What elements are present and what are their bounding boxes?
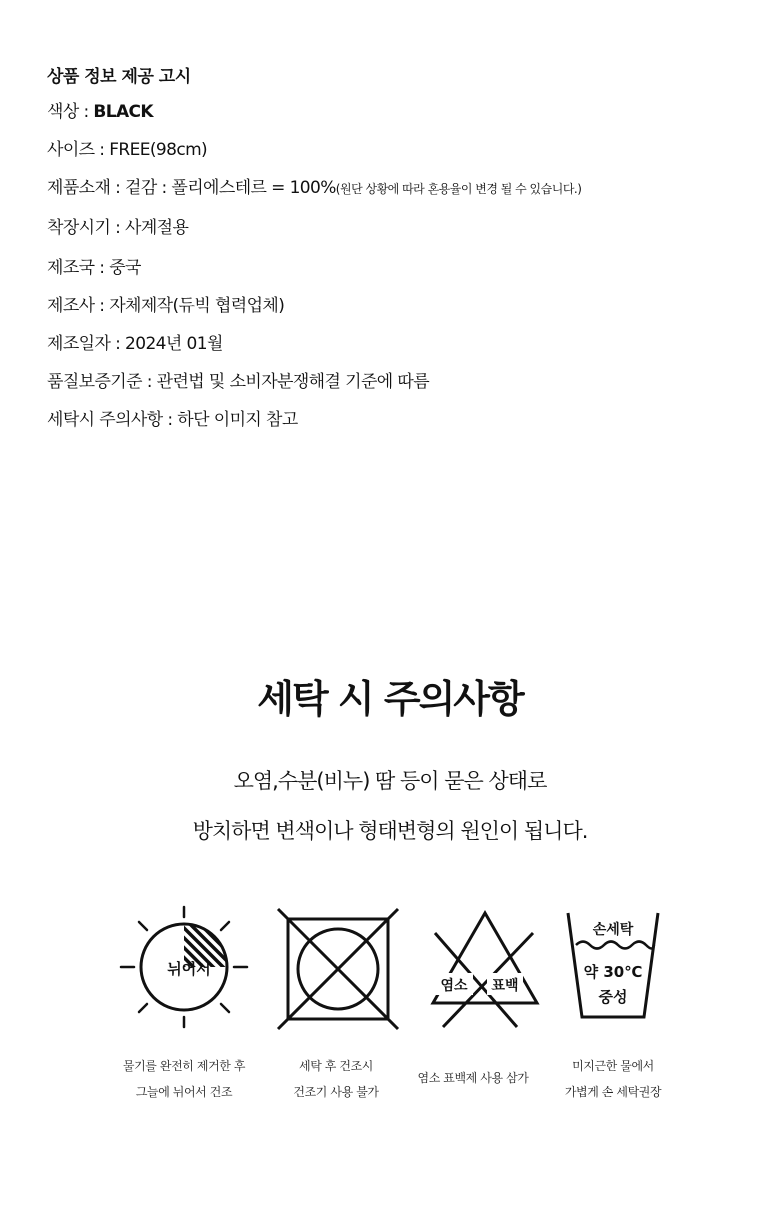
no-tumble-dry-caption-line1: 세탁 후 건조시 [299, 1059, 373, 1073]
shade-dry-caption [104, 1053, 264, 1105]
shade-dry-caption-line1: 물기를 완전히 제거한 후 [122, 1059, 246, 1073]
material-line [47, 173, 581, 198]
no-bleach-label-left: 염소 [440, 978, 468, 994]
size-line: 사이즈 : FREE(98cm) [47, 140, 208, 160]
product-info-section [47, 62, 581, 430]
no-tumble-dry-caption-line2: 건조기 사용 불가 [293, 1085, 379, 1099]
no-bleach-icon [425, 905, 555, 1035]
hand-wash-icon [560, 905, 690, 1035]
no-tumble-dry-caption [256, 1053, 416, 1105]
color-line [47, 97, 581, 122]
care-section-title: 세탁 시 주의사항 [257, 677, 523, 721]
hand-wash-label-top: 손세탁 [592, 922, 634, 938]
shade-dry-icon [119, 905, 249, 1035]
no-tumble-dry-icon [276, 905, 406, 1035]
color-value: BLACK [93, 102, 153, 122]
no-bleach-label-right: 표백 [491, 978, 519, 994]
country-line: 제조국 : 중국 [47, 258, 141, 278]
material-note: (원단 상황에 따라 혼용율이 변경 될 수 있습니다.) [335, 182, 582, 196]
material-main: 제품소재 : 겉감 : 폴리에스테르 = 100% [47, 178, 336, 198]
color-label: 색상 : [47, 102, 94, 122]
care-description-line2: 방치하면 변색이나 형태변형의 원인이 됩니다. [192, 819, 588, 843]
manufacturer-line: 제조사 : 자체제작(듀빅 협력업체) [47, 296, 285, 316]
shade-dry-caption-line2: 그늘에 뉘어서 건조 [135, 1085, 233, 1099]
warranty-line: 품질보증기준 : 관련법 및 소비자분쟁해결 기준에 따름 [47, 372, 430, 392]
season-line: 착장시기 : 사계절용 [47, 218, 189, 238]
product-info-title: 상품 정보 제공 고시 [47, 67, 191, 87]
care-description-line1: 오염,수분(비누) 땀 등이 묻은 상태로 [233, 769, 547, 793]
no-bleach-caption-line1: 염소 표백제 사용 삼가 [417, 1071, 529, 1085]
hand-wash-caption-line2: 가볍게 손 세탁권장 [564, 1085, 662, 1099]
hand-wash-caption-line1: 미지근한 물에서 [572, 1059, 654, 1073]
date-line: 제조일자 : 2024년 01월 [47, 334, 223, 354]
hand-wash-label-mid: 약 30℃ [583, 963, 643, 981]
hand-wash-label-bottom: 중성 [598, 988, 628, 1006]
hand-wash-caption [533, 1053, 693, 1105]
care-line: 세탁시 주의사항 : 하단 이미지 참고 [47, 410, 298, 430]
no-bleach-caption [393, 1065, 553, 1091]
shade-dry-label: 뉘어서 [167, 960, 211, 978]
